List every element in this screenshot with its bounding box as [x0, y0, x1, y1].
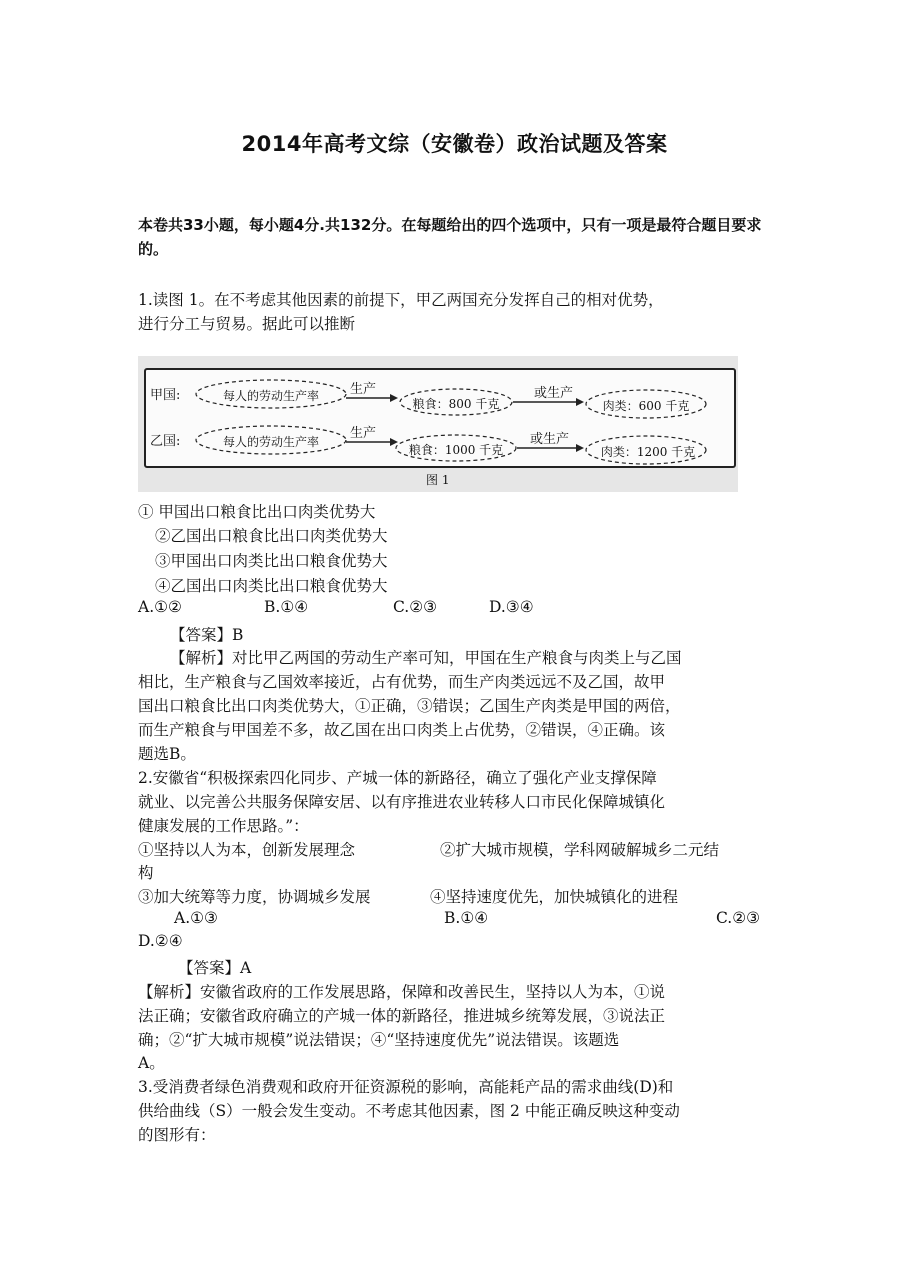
- q1-stem-line-1: 1.读图 1。在不考虑其他因素的前提下，甲乙两国充分发挥自己的相对优势，: [138, 291, 664, 309]
- q1-option-1: ① 甲国出口粮食比出口肉类优势大: [138, 503, 376, 521]
- figure-or-produce-1: 或生产: [534, 386, 574, 401]
- figure-productivity-2: 每人的劳动生产率: [222, 435, 319, 449]
- q2-answer: 【答案】A: [178, 959, 252, 977]
- q1-choice-c: C.②③: [393, 598, 438, 616]
- q2-explanation-1: 【解析】安徽省政府的工作发展思路，保障和改善民生，坚持以人为本，①说: [138, 983, 666, 1001]
- figure-meat-2: 肉类：1200 千克: [600, 445, 696, 459]
- q2-stem-line-1: 2.安徽省“积极探索四化同步、产城一体的新路径，确立了强化产业支撑保障: [138, 769, 657, 787]
- figure-meat-1: 肉类：600 千克: [602, 399, 690, 413]
- q1-stem-line-2: 进行分工与贸易。据此可以推断: [138, 315, 356, 333]
- q1-option-3: ③甲国出口肉类比出口粮食优势大: [155, 552, 388, 570]
- q1-explanation-4: 而生产粮食与甲国差不多，故乙国在出口肉类上占优势，②错误，④正确。该: [138, 721, 666, 739]
- q1-option-2: ②乙国出口粮食比出口肉类优势大: [155, 527, 388, 545]
- q3-stem-line-1: 3.受消费者绿色消费观和政府开征资源税的影响，高能耗产品的需求曲线(D)和: [138, 1078, 674, 1096]
- q2-option-4: ④坚持速度优先，加快城镇化的进程: [430, 888, 679, 906]
- q2-explanation-4: A。: [138, 1054, 165, 1072]
- q2-explanation-3: 确；②“扩大城市规模”说法错误；④“坚持速度优先”说法错误。该题选: [138, 1031, 620, 1049]
- q2-option-3: ③加大统筹等力度，协调城乡发展: [138, 888, 371, 906]
- figure-or-produce-2: 或生产: [530, 432, 570, 447]
- figure-grain-2: 粮食：1000 千克: [408, 443, 504, 457]
- q2-explanation-2: 法正确；安徽省政府确立的产城一体的新路径，推进城乡统筹发展，③说法正: [138, 1007, 666, 1025]
- q1-choice-d: D.③④: [489, 598, 534, 616]
- q1-explanation-2: 相比，生产粮食与乙国效率接近，占有优势，而生产肉类远远不及乙国，故甲: [138, 673, 666, 691]
- q2-choice-d: D.②④: [138, 932, 183, 950]
- q1-choice-a: A.①②: [138, 598, 182, 616]
- figure-caption: 图 1: [426, 473, 450, 487]
- q1-explanation-3: 国出口粮食比出口肉类优势大，①正确，③错误；乙国生产肉类是甲国的两倍，: [138, 697, 681, 715]
- q3-stem-line-3: 的图形有：: [138, 1126, 216, 1144]
- q2-option-1: ①坚持以人为本，创新发展理念: [138, 841, 356, 859]
- page-title: 2014年高考文综（安徽卷）政治试题及答案: [241, 132, 668, 156]
- q2-stem-line-3: 健康发展的工作思路。”：: [138, 817, 309, 835]
- q1-option-4: ④乙国出口肉类比出口粮食优势大: [155, 577, 388, 595]
- q1-choice-b: B.①④: [264, 598, 309, 616]
- q2-option-2: ②扩大城市规模，学科网破解城乡二元结: [440, 841, 720, 859]
- q1-explanation-5: 题选B。: [138, 745, 196, 763]
- figure-1: [138, 356, 738, 492]
- q2-choice-a: A.①③: [174, 909, 218, 927]
- q2-choice-c: C.②③: [716, 909, 761, 927]
- figure-produce-2: 生产: [350, 426, 377, 441]
- figure-country-jia: 甲国:: [150, 388, 181, 403]
- figure-country-yi: 乙国:: [150, 434, 181, 449]
- q1-explanation-1: 【解析】对比甲乙两国的劳动生产率可知，甲国在生产粮食与肉类上与乙国: [170, 649, 682, 667]
- figure-grain-1: 粮食：800 千克: [412, 397, 500, 411]
- q2-choice-b: B.①④: [444, 909, 489, 927]
- q2-option-2-continued: 构: [138, 864, 154, 882]
- figure-produce-1: 生产: [350, 382, 377, 397]
- q3-stem-line-2: 供给曲线（S）一般会发生变动。不考虑其他因素，图 2 中能正确反映这种变动: [138, 1102, 680, 1120]
- q2-stem-line-2: 就业、以完善公共服务保障安居、以有序推进农业转移人口市民化保障城镇化: [138, 793, 666, 811]
- figure-productivity-1: 每人的劳动生产率: [222, 389, 319, 403]
- q1-answer: 【答案】B: [170, 626, 244, 644]
- section-intro: 本卷共33小题，每小题4分.共132分。在每题给出的四个选项中，只有一项是最符合题目要求的。: [138, 216, 762, 258]
